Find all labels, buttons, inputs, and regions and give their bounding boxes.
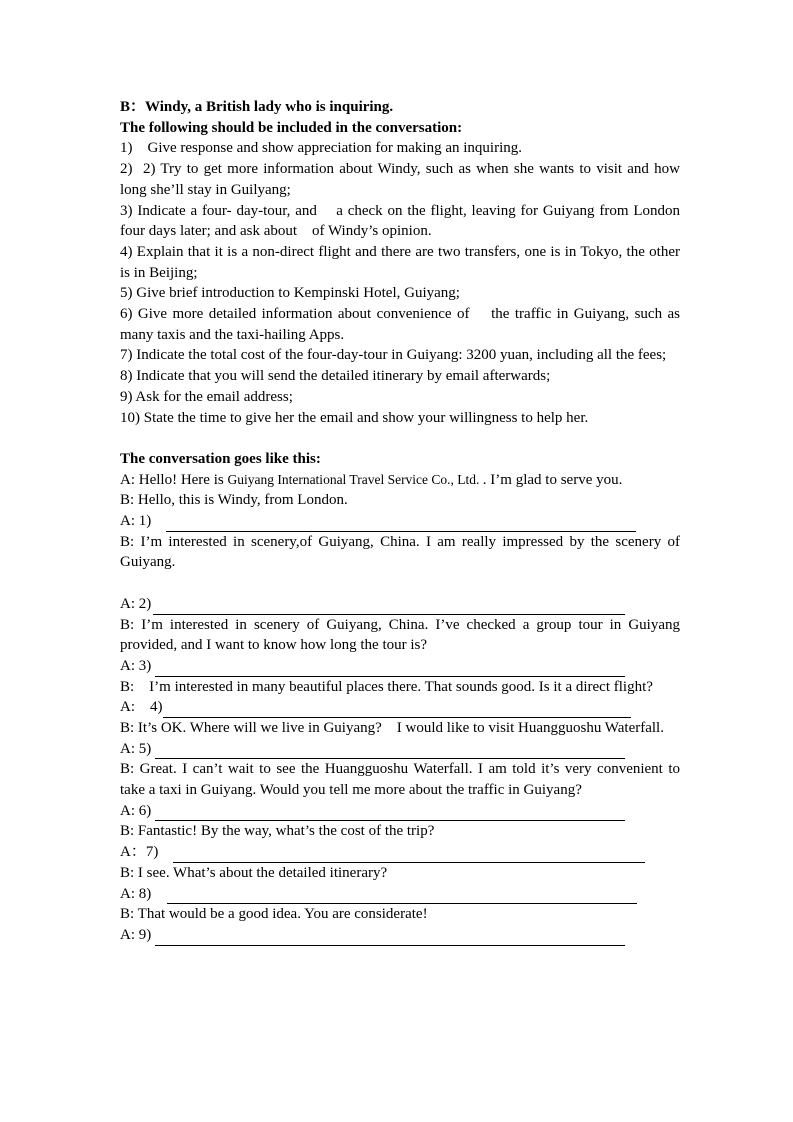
answer-row-9	[120, 925, 680, 946]
requirement-item: 2) 2) Try to get more information about Windy, such as when she wants to visit and how long she’ll stay in Guilyang;	[120, 161, 684, 198]
requirement-item: 9) Ask for the email address;	[120, 388, 293, 405]
dialogue-line-b: B: Great. I can’t wait to see the Huangguoshu Waterfall. I am told it’s very convenient to take a taxi in Guiyang. Would you tell me more about the traffic in Guiyang?	[120, 761, 684, 799]
answer-blank[interactable]	[155, 744, 625, 759]
section-heading: B：Windy, a British lady who is inquiring.	[120, 99, 394, 115]
requirement-item: 8) Indicate that you will send the detailed itinerary by email afterwards;	[120, 368, 551, 385]
dialogue-text: . I’m glad to serve you.	[482, 471, 623, 488]
conversation-title: The conversation goes like this:	[120, 450, 321, 467]
answer-blank[interactable]	[163, 703, 631, 718]
answer-label: A: 1)	[120, 513, 152, 530]
answer-row-5	[120, 739, 680, 760]
dialogue-line-b: B: That would be a good idea. You are considerate!	[120, 906, 428, 923]
document-page	[120, 97, 684, 946]
dialogue-line-b: B: I see. What’s about the detailed itinerary?	[120, 864, 388, 881]
dialogue-line-b: B: Hello, this is Windy, from London.	[120, 492, 348, 509]
answer-label: A: 3)	[120, 657, 152, 674]
requirement-item: 3) Indicate a four- day-tour, and a check on the flight, leaving for Guiyang from London four days later; and ask about of Windy’s opinion.	[120, 202, 684, 240]
answer-label: A: 2)	[120, 595, 152, 612]
company-name: Guiyang International Travel Service Co., Ltd.	[227, 471, 483, 487]
answer-blank[interactable]	[166, 517, 636, 532]
dialogue-line-b: B: I’m interested in scenery,of Guiyang, China. I am really impressed by the scenery of Guiyang.	[120, 533, 684, 571]
requirement-item: 4) Explain that it is a non-direct flight and there are two transfers, one is in Tokyo, the other is in Beijing;	[120, 243, 684, 281]
answer-row-2	[120, 594, 680, 615]
requirement-item: 6) Give more detailed information about convenience of the traffic in Guiyang, such as many taxis and the taxi-hailing Apps.	[120, 306, 684, 343]
spacer	[120, 573, 680, 594]
answer-label: A：7)	[120, 844, 159, 861]
answer-label: A: 8)	[120, 885, 152, 902]
requirement-item: 1) Give response and show appreciation for making an inquiring.	[120, 140, 522, 157]
answer-label: A: 4)	[120, 699, 163, 716]
answer-label: A: 5)	[120, 740, 152, 757]
dialogue-text: A: Hello! Here is	[120, 471, 228, 488]
answer-blank[interactable]	[155, 931, 625, 946]
answer-blank[interactable]	[173, 848, 645, 863]
dialogue-line-b: B: I’m interested in scenery of Guiyang, China. I’ve checked a group tour in Guiyang provided, and I want to know how long the tour is?	[120, 616, 684, 654]
requirement-item: 5) Give brief introduction to Kempinski Hotel, Guiyang;	[120, 285, 460, 302]
requirements-title: The following should be included in the conversation:	[120, 119, 463, 136]
spacer	[120, 428, 680, 449]
answer-row-1	[120, 511, 680, 532]
answer-row-4	[120, 697, 680, 718]
answer-blank[interactable]	[155, 662, 625, 677]
dialogue-line-b: B: Fantastic! By the way, what’s the cost of the trip?	[120, 823, 435, 840]
requirement-item: 7) Indicate the total cost of the four-day-tour in Guiyang: 3200 yuan, including all the fees;	[120, 347, 667, 364]
dialogue-line-b: B: It’s OK. Where will we live in Guiyang? I would like to visit Huangguoshu Waterfall.	[120, 720, 664, 736]
dialogue-line-b: B: I’m interested in many beautiful places there. That sounds good. Is it a direct flight?	[120, 678, 653, 695]
answer-row-6	[120, 801, 680, 822]
answer-label: A: 9)	[120, 926, 152, 943]
answer-blank[interactable]	[153, 600, 625, 615]
answer-blank[interactable]	[155, 806, 625, 821]
answer-row-3	[120, 656, 680, 677]
answer-label: A: 6)	[120, 802, 152, 819]
answer-blank[interactable]	[167, 889, 637, 904]
dialogue-line-a-intro	[120, 470, 680, 491]
conversation	[120, 470, 684, 946]
answer-row-8	[120, 884, 680, 905]
requirements-list	[120, 138, 684, 428]
answer-row-7	[120, 842, 680, 863]
requirement-item: 10) State the time to give her the email and show your willingness to help her.	[120, 409, 589, 426]
